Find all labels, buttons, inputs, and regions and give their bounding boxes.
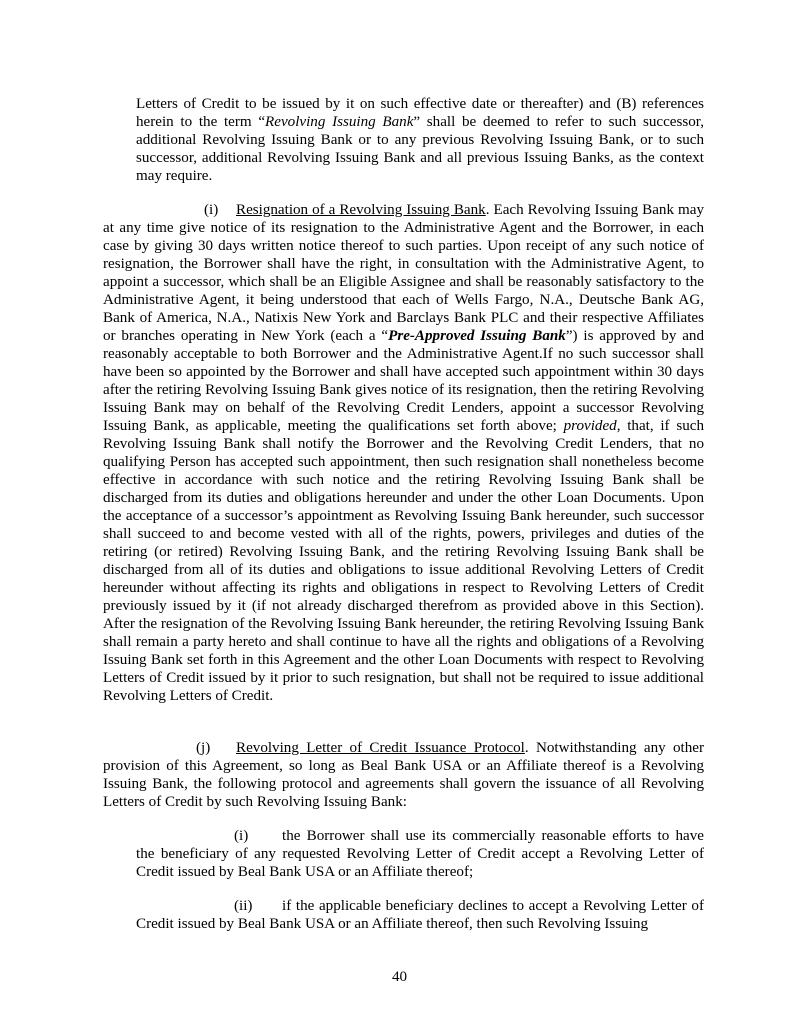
continuation-paragraph [136,95,704,185]
section-i-heading-period: . [485,202,490,218]
section-j-heading-period: . [524,740,529,756]
page-number: 40 [391,969,408,985]
section-i-number: (i) [204,202,219,218]
section-i-text-part3: , that, if such Revolving Issuing Bank shall notify the Borrower and the Revolving Credit Lenders, that no qualifying Person has accepted such appointment, then such resignation shall nonetheless become effective in accordance with such notice and the retiring Revolving Issuing Bank shall be discharged from its duties and obligations hereunder and under the other Loan Documents. Upon the acceptance of a successor’s appointment as Revolving Issuing Bank hereunder, such successor shall succeed to and become vested with all of the rights, powers, privileges and duties of the retiring (or retired) Revolving Issuing Bank, and the retiring Revolving Issuing Bank shall be discharged from all of its duties and obligations to issue additional Revolving Letters of Credit hereunder without affecting its rights and obligations in respect to Revolving Letters of Credit previously issued by it (if not already discharged therefrom as provided above in this Section). After the resignation of the Revolving Issuing Bank hereunder, the retiring Revolving Issuing Bank shall remain a party hereto and shall continue to have all the rights and obligations of a Revolving Issuing Bank set forth in this Agreement and the other Loan Documents with respect to Revolving Letters of Credit issued by it prior to such resignation, but shall not be required to issue additional Revolving Letters of Credit. [103,418,704,704]
subsection-j-i-text: the Borrower shall use its commercially reasonable efforts to have the beneficiary of any requested Revolving Letter of Credit accept a Revolving Letter of Credit issued by Beal Bank USA or an Affiliate thereof; [136,828,704,880]
defined-term-revolving-issuing-bank: Revolving Issuing Bank [265,114,414,130]
subsection-j-ii-paragraph [136,897,704,933]
section-i-text-part2: ”) is approved by and reasonably acceptable to both Borrower and the Administrative Agent.If no such successor shall have been so appointed by the Borrower and shall have accepted such appointment within 30 days after the retiring Revolving Issuing Bank gives notice of its resignation, then the retiring Revolving Issuing Bank may on behalf of the Revolving Credit Lenders, appoint a successor Revolving Issuing Bank, as applicable, meeting the qualifications set forth above; [103,328,704,434]
subsection-j-ii-text: if the applicable beneficiary declines to accept a Revolving Letter of Credit issued by Beal Bank USA or an Affiliate thereof, then such Revolving Issuing [136,898,704,932]
section-i-text-part1: Each Revolving Issuing Bank may at any time give notice of its resignation to the Administrative Agent and the Borrower, in each case by giving 30 days written notice thereof to such parties. Upon receipt of any such notice of resignation, the Borrower shall have the right, in consultation with the Administrative Agent, to appoint a successor, which shall be an Eligible Assignee and shall be reasonably satisfactory to the Administrative Agent, it being understood that each of Wells Fargo, N.A., Deutsche Bank AG, Bank of America, N.A., Natixis New York and Barclays Bank PLC and their respective Affiliates or branches operating in New York (each a “ [103,202,704,344]
subsection-j-i-number: (i) [234,828,249,844]
section-i-paragraph [103,201,704,705]
proviso-term: provided [563,418,617,434]
section-j-heading: Revolving Letter of Credit Issuance Protocol [236,740,525,756]
subsection-j-ii-number: (ii) [234,898,253,914]
subsection-j-i-paragraph [136,827,704,881]
section-j-paragraph [103,739,704,811]
continuation-text-start: Letters of Credit to be issued by it on such effective date or thereafter) and (B) references herein to the term “ [136,96,704,130]
section-j-number: (j) [196,740,211,756]
section-j-text: Notwithstanding any other provision of this Agreement, so long as Beal Bank USA or an Affiliate thereof is a Revolving Issuing Bank, the following protocol and agreements shall govern the issuance of all Revolving Letters of Credit by such Revolving Issuing Bank: [103,740,705,810]
defined-term-pre-approved-issuing-bank: Pre-Approved Issuing Bank [388,328,566,344]
section-i-heading: Resignation of a Revolving Issuing Bank [236,202,486,218]
continuation-text-end: ” shall be deemed to refer to such successor, additional Revolving Issuing Bank or to any previous Revolving Issuing Bank, or to such successor, additional Revolving Issuing Bank and all previous Issuing Banks, as the context may require. [136,114,704,184]
